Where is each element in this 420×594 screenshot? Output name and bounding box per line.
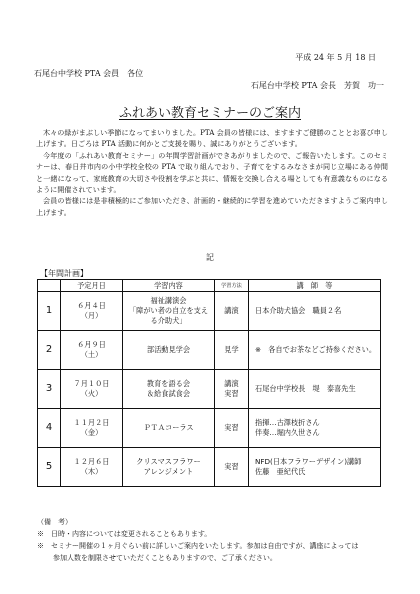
body-paragraph: 会員の皆様には是非積極的にご参加いただき、計画的・継続的に学習を進めていただきますようご案内申し上げます。 (36, 196, 388, 217)
cell-number-line: 5 (45, 461, 53, 472)
cell-date-line: １１月２日 (73, 418, 110, 427)
cell-lecturer (249, 292, 381, 331)
cell-number-line: 3 (45, 383, 53, 394)
cell-number (38, 370, 61, 409)
plan-label: 【年間計画】 (40, 269, 88, 278)
body-paragraph: 今年度の「ふれあい教育セミナー」の年間学習計画ができあがりましたので、ご報告いたします。このセミナーは、春日井市内の小中学校全校の PTA で取り組んでおり、子育てをするみなさまが同じ立場にある仲間と一緒になって、家庭教育の大切さや役割を学ぶと共に、情報を交換し合える場としても有意義なものになるように開催されています。 (36, 150, 388, 195)
cell-content-line: 部活動見学会 (146, 345, 191, 354)
cell-date-line: （火） (80, 389, 103, 398)
cell-lecturer-line: ※ 各自でお茶などご持参ください。 (255, 345, 377, 354)
cell-date-line: ６月９日 (77, 340, 106, 349)
note-continuation: 参加人数を制限させていただくこともありますので、ご了承ください。 (53, 554, 277, 562)
cell-method (215, 292, 249, 331)
cell-number (38, 331, 61, 370)
cell-date (61, 331, 123, 370)
cell-method (215, 370, 249, 409)
table-header-row (38, 280, 381, 292)
cell-method-line: 実習 (224, 389, 239, 398)
cell-content-line: 福祉講演会 (150, 296, 187, 305)
header-lecturer: 講 師 等 (249, 280, 381, 292)
cell-content-line: 教育を語る会 (146, 379, 191, 388)
cell-number-line: 4 (45, 422, 53, 433)
notes (37, 516, 389, 564)
cell-content (123, 331, 215, 370)
note-item: ※ セミナー開催の１ヶ月ぐらい前に詳しいご案内をいたします。参加は自由ですが、講座によっては (37, 542, 359, 550)
cell-method-line: 見学 (224, 345, 239, 354)
header-content: 学習内容 (123, 280, 215, 292)
cell-method (215, 448, 249, 487)
header-method: 学習方法 (215, 280, 249, 292)
table-row (38, 331, 381, 370)
cell-lecturer-line: 伴奏…堀内久世さん (255, 428, 320, 437)
schedule-table (37, 279, 381, 487)
cell-method (215, 409, 249, 448)
cell-lecturer (249, 370, 381, 409)
cell-content (123, 292, 215, 331)
ki-heading: 記 (206, 253, 214, 262)
cell-content (123, 448, 215, 487)
cell-date (61, 370, 123, 409)
cell-number-line: 2 (45, 344, 53, 355)
cell-date-line: （金） (80, 428, 103, 437)
sender: 石尾台中学校 PTA 会長 芳賀 功一 (250, 81, 384, 90)
table-row (38, 409, 381, 448)
cell-date (61, 292, 123, 331)
cell-content (123, 370, 215, 409)
cell-date-line: （土） (80, 350, 103, 359)
body-text (36, 127, 388, 218)
table-row (38, 292, 381, 331)
cell-lecturer (249, 331, 381, 370)
document-date: 平成 24 年 5 月 18 日 (295, 53, 376, 62)
cell-lecturer-line: NFD(日本フラワーデザイン)講師 (255, 457, 362, 466)
cell-lecturer-line: 指揮…古澤枝折さん (255, 418, 320, 427)
cell-number-line: 1 (45, 305, 53, 316)
cell-lecturer-line: 日本介助犬協会 職員２名 (255, 306, 342, 315)
table-row (38, 370, 381, 409)
cell-method-line: 実習 (224, 423, 239, 432)
cell-content-line: る介助犬」 (150, 316, 187, 325)
addressee: 石尾台中学校 PTA 会員 各位 (34, 69, 144, 78)
cell-content (123, 409, 215, 448)
cell-content-line: クリスマスフラワー (136, 457, 201, 466)
cell-method-line: 講演 (224, 379, 239, 388)
cell-number (38, 448, 61, 487)
cell-lecturer-line: 石尾台中学校長 堤 泰喜先生 (255, 384, 356, 393)
header-date: 予定月日 (61, 280, 123, 292)
cell-date-line: （月） (80, 311, 103, 320)
cell-lecturer (249, 448, 381, 487)
cell-date-line: （木） (80, 467, 103, 476)
cell-lecturer-line: 佐藤 亜紀代氏 (255, 467, 306, 476)
cell-content-line: ＆給食試食会 (146, 389, 191, 398)
cell-content-line: アレンジメント (143, 467, 194, 476)
cell-date (61, 448, 123, 487)
title-text: ふれあい教育セミナーのご案内 (118, 106, 301, 121)
cell-content-line: ＰＴＡコーラス (143, 423, 194, 432)
cell-method-line: 講演 (224, 306, 239, 315)
cell-content-line: 「障がい者の自立を支え (128, 306, 209, 315)
cell-date-line: ７月１０日 (73, 379, 110, 388)
cell-date (61, 409, 123, 448)
table-row (38, 448, 381, 487)
cell-method-line: 実習 (224, 462, 239, 471)
document-title (0, 102, 420, 121)
cell-date-line: １２月６日 (73, 457, 110, 466)
cell-lecturer (249, 409, 381, 448)
cell-number (38, 409, 61, 448)
cell-date-line: ６月４日 (77, 301, 106, 310)
body-paragraph: 木々の緑がまぶしい季節になってまいりました。PTA 会員の皆様には、ますますご健勝のこととお喜び申し上げます。日ごろは PTA 活動に何かとご支援を賜り、誠にありがとうございます。 (36, 128, 388, 149)
notes-label: （備 考） (37, 518, 72, 526)
cell-number (38, 292, 61, 331)
note-item: ※ 日時・内容については変更されることもあります。 (37, 530, 212, 538)
cell-method (215, 331, 249, 370)
header-number (38, 280, 61, 292)
